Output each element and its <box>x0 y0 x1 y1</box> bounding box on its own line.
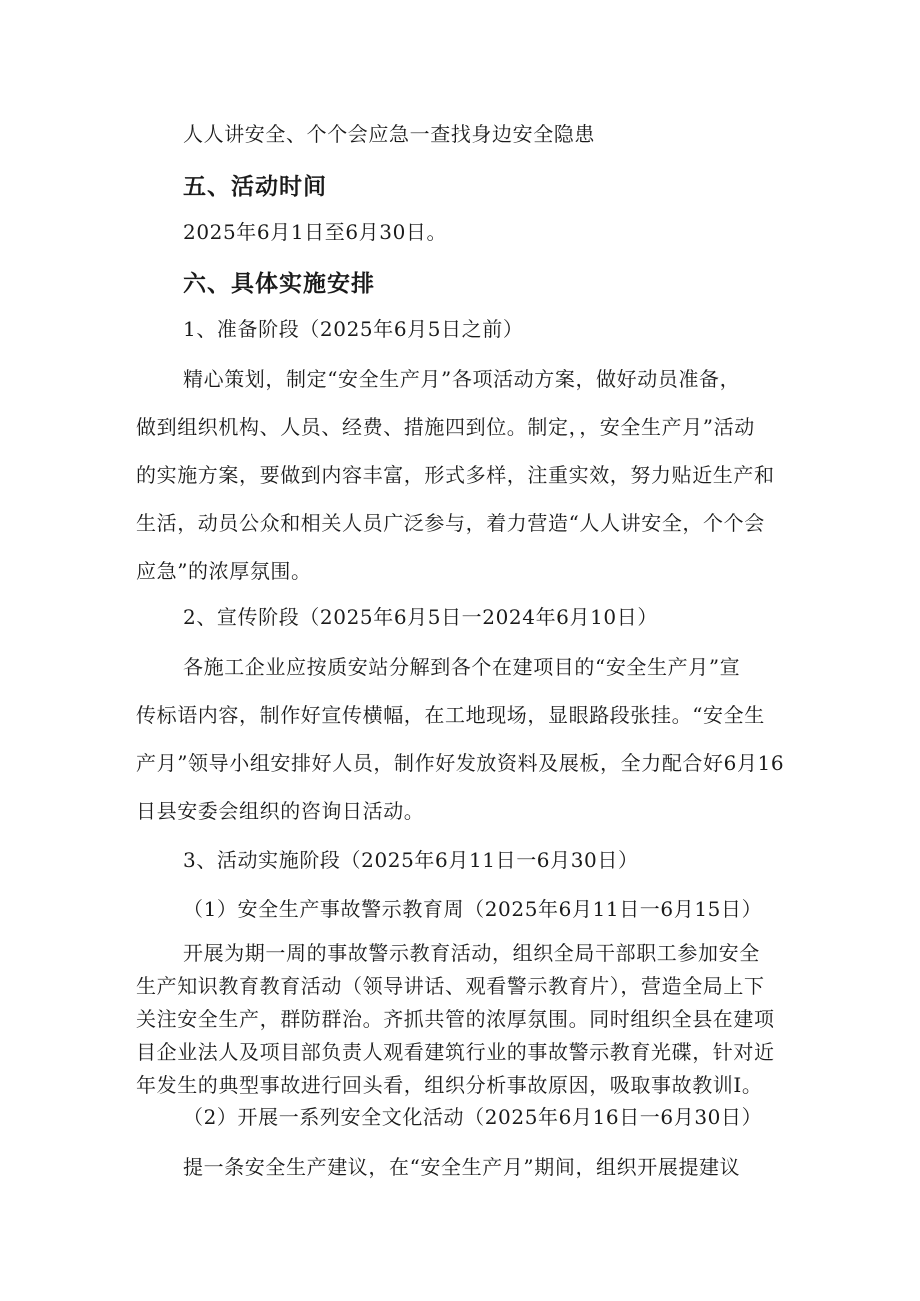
stage-1-line: 精心策划，制定“安全生产月”各项活动方案，做好动员准备， <box>183 367 741 391</box>
stage-1-title: 1、准备阶段（2025年6月5日之前） <box>183 317 524 341</box>
stage-1-line: 应急”的浓厚氛围。 <box>136 559 312 583</box>
stage-2-paragraph <box>136 643 796 835</box>
stage-2-line: 传标语内容，制作好宣传横幅，在工地现场，显眼路段张挂。“安全生 <box>136 703 765 727</box>
stage-2-line: 产月”领导小组安排好人员，制作好发放资料及展板，全力配合好6月16 <box>136 751 785 775</box>
stage-3-title: 3、活动实施阶段（2025年6月11日一6月30日） <box>183 848 639 872</box>
item-1-line: 生产知识教育教育活动（领导讲话、观看警示教育片），营造全局上下 <box>136 974 765 998</box>
stage-3-item-1-paragraph <box>136 937 796 1102</box>
stage-3-item-1-title: （1）安全生产事故警示教育周（2025年6月11日一6月15日） <box>183 897 763 921</box>
item-1-line: 关注安全生产，群防群治。齐抓共管的浓厚氛围。同时组织全县在建项 <box>136 1007 775 1031</box>
activity-time-text: 2025年6月1日至6月30日。 <box>183 220 448 244</box>
item-1-line: 开展为期一周的事故警示教育活动，组织全局干部职工参加安全 <box>183 941 760 965</box>
stage-2-line: 日县安委会组织的咨询日活动。 <box>136 799 425 823</box>
section-6-heading: 六、具体实施安排 <box>183 271 375 297</box>
stage-2-title: 2、宣传阶段（2025年6月5日一2024年6月10日） <box>183 605 658 629</box>
stage-3-item-2-title: （2）开展一系列安全文化活动（2025年6月16日一6月30日） <box>183 1105 763 1129</box>
stage-3-item-2-paragraph <box>136 1143 796 1191</box>
stage-2-line: 各施工企业应按质安站分解到各个在建项目的“安全生产月”宣 <box>183 655 741 679</box>
section-5-heading: 五、活动时间 <box>183 174 327 200</box>
item-1-line: 目企业法人及项目部负责人观看建筑行业的事故警示教育光碟，针对近 <box>136 1040 775 1064</box>
item-1-line: 年发生的典型事故进行回头看，组织分析事故原因，吸取事故教训I。 <box>136 1073 763 1097</box>
stage-1-line: 生活，动员公众和相关人员广泛参与，着力营造“人人讲安全，个个会 <box>136 511 765 535</box>
stage-1-line: 的实施方案，要做到内容丰富，形式多样，注重实效，努力贴近生产和 <box>136 463 775 487</box>
stage-1-paragraph <box>136 355 796 595</box>
item-2-line: 提一条安全生产建议，在“安全生产月”期间，组织开展提建议 <box>183 1155 741 1179</box>
stage-1-line: 做到组织机构、人员、经费、措施四到位。制定，，安全生产月”活动 <box>136 415 755 439</box>
slogan-line: 人人讲安全、个个会应急一查找身边安全隐患 <box>183 122 595 146</box>
